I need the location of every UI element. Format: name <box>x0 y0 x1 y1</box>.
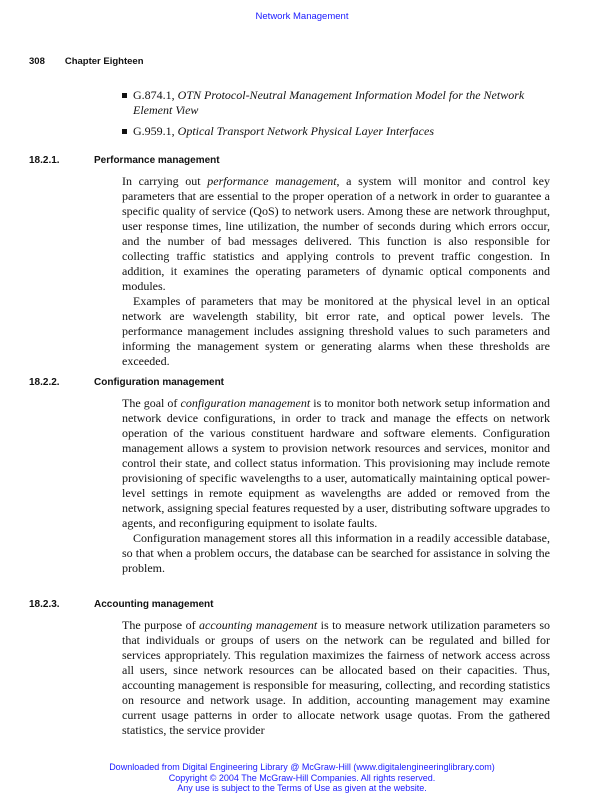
section-title: Accounting management <box>94 599 214 610</box>
section-body-configuration <box>122 396 550 576</box>
paragraph <box>122 174 550 294</box>
page-number: 308 <box>29 56 45 67</box>
list-item <box>122 88 552 118</box>
running-header: Network Management <box>255 11 349 22</box>
section-heading-performance <box>29 155 220 166</box>
footer <box>0 762 604 794</box>
standard-code: G.874.1, <box>133 88 175 102</box>
text-run: In carrying out <box>122 174 208 188</box>
standard-code: G.959.1, <box>133 124 175 138</box>
text-run: The purpose of <box>122 618 200 632</box>
paragraph: Examples of parameters that may be monitored at the physical level in an optical network are wavelength stability, bit error rate, and optical power levels. The performance management includes assigning threshold values to such parameters and informing the management system or generating alarms when these thresholds are exceeded. <box>122 294 550 368</box>
key-term: performance management <box>207 174 337 188</box>
chapter-title: Chapter Eighteen <box>64 56 144 67</box>
page-head <box>29 56 144 67</box>
text-run: is to measure network utilization parameters so that individuals or groups of users on the network can be regulated and billed for services appropriately. This regulation maximizes the fairness of network access across all users, since network resources can be allocated based on their capacities. Thus, accounting management is responsible for measuring, collecting, and recording statistics on resource and network usage. In addition, accounting management may examine current usage patterns in order to allocate network usage quotas. From the gathered statistics, the service provider <box>122 618 550 737</box>
key-term: accounting management <box>199 618 318 632</box>
section-body-performance <box>122 174 550 369</box>
text-run: , a system will monitor and control key parameters that are essential to the proper operation of a network in order to guarantee a specific quality of service (QoS) to network users. Among these are network throughput, user response times, line utilization, the number of seconds during which errors occur, and the number of bad messages delivered. This function is also responsible for collecting traffic statistics and applying controls to prevent traffic congestion. In addition, it examines the operating parameters of dynamic optical components and modules. <box>122 174 551 293</box>
paragraph: Configuration management stores all this information in a readily accessible database, so that when a problem occurs, the database can be searched for assistance in solving the problem. <box>122 531 550 575</box>
bullet-square-icon <box>122 93 127 98</box>
paragraph <box>122 618 550 738</box>
section-number: 18.2.1. <box>29 155 60 166</box>
text-run: is to monitor both network setup information and network device configurations, in order to track and manage the effects on network operation of the various constituent hardware and software elements. Configuration management allows a system to provision network resources and services, monitor and control their state, and collect status information. This provisioning may include remote provisioning of specific wavelengths to a user, automatically maintaining optical power-level settings in remote equipment as wavelengths are added or removed from the network, assigning special features requested by a user, distributing software upgrades to agents, and reconfiguring equipment to isolate faults. <box>122 396 551 530</box>
section-body-accounting <box>122 618 550 738</box>
standards-list <box>122 88 552 145</box>
key-term: configuration management <box>180 396 311 410</box>
standard-title: Optical Transport Network Physical Layer Interfaces <box>177 124 434 138</box>
footer-copyright: Copyright © 2004 The McGraw-Hill Companies. All rights reserved. <box>168 772 436 783</box>
section-heading-configuration <box>29 377 224 388</box>
section-title: Performance management <box>94 155 220 166</box>
footer-download-notice[interactable]: Downloaded from Digital Engineering Library @ McGraw-Hill (www.digitalengineeringlibrary.com) <box>109 762 495 772</box>
standard-title: OTN Protocol-Neutral Management Information Model for the Network Element View <box>133 88 525 117</box>
section-number: 18.2.3. <box>29 599 60 610</box>
section-heading-accounting <box>29 599 213 610</box>
bullet-square-icon <box>122 129 127 134</box>
text-run: The goal of <box>122 396 181 410</box>
section-number: 18.2.2. <box>29 377 60 388</box>
footer-terms-notice[interactable]: Any use is subject to the Terms of Use as given at the website. <box>177 783 427 793</box>
list-item <box>122 124 552 139</box>
section-title: Configuration management <box>94 377 225 388</box>
paragraph <box>122 396 550 531</box>
